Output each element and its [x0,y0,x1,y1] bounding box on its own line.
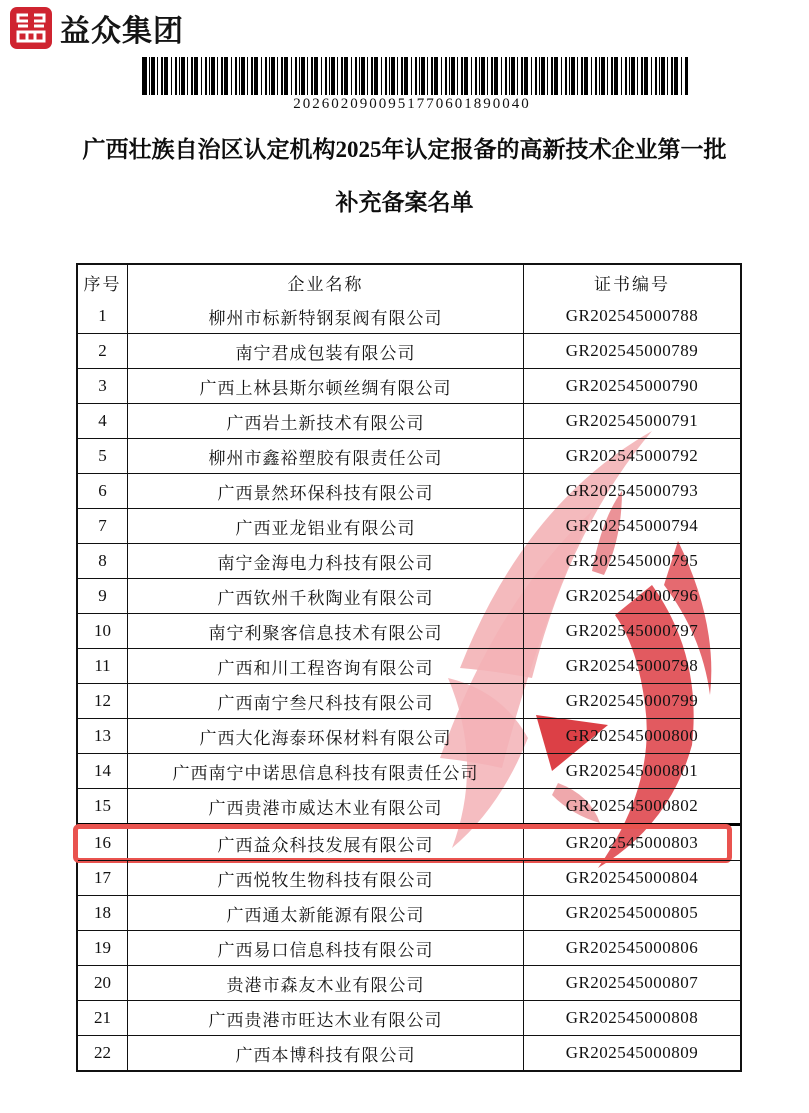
table-row [78,299,740,333]
table-body [78,299,740,1070]
table-header-row [78,265,740,299]
company-name: 广西贵港市威达木业有限公司 [128,789,524,823]
row-number: 4 [78,404,128,438]
company-name: 南宁利聚客信息技术有限公司 [128,614,524,648]
row-number: 8 [78,544,128,578]
table-row [78,648,740,683]
company-name: 广西亚龙铝业有限公司 [128,509,524,543]
company-name: 广西益众科技发展有限公司 [128,826,524,860]
column-header-name: 企业名称 [128,265,524,299]
certificate-number: GR202545000804 [565,868,699,887]
certificate-number: GR202545000809 [565,1043,699,1062]
table-row [78,473,740,508]
table-row [78,403,740,438]
row-number: 18 [78,896,128,930]
certificate-number: GR202545000800 [565,726,699,745]
table-row [78,683,740,718]
certificate-number: GR202545000797 [565,621,699,640]
company-name: 广西南宁叁尺科技有限公司 [128,684,524,718]
certificate-number: GR202545000789 [565,341,699,360]
certificate-number: GR202545000795 [565,551,699,570]
row-number: 1 [78,299,128,333]
table-row [78,1000,740,1035]
company-name: 广西南宁中诺思信息科技有限责任公司 [128,754,524,788]
company-name: 广西通太新能源有限公司 [128,896,524,930]
row-number: 17 [78,861,128,895]
table-row [78,718,740,753]
row-number: 10 [78,614,128,648]
table-row [78,613,740,648]
table-row [78,368,740,403]
enterprise-table [76,263,742,1072]
row-number: 22 [78,1036,128,1070]
certificate-number: GR202545000806 [565,938,699,957]
table-row [78,1035,740,1070]
company-seal-icon [10,7,52,49]
certificate-number: GR202545000792 [565,446,699,465]
company-name: 广西岩土新技术有限公司 [128,404,524,438]
certificate-number: GR202545000793 [565,481,699,500]
table-row [78,930,740,965]
row-number: 12 [78,684,128,718]
company-name: 广西大化海泰环保材料有限公司 [128,719,524,753]
company-name: 广西易口信息科技有限公司 [128,931,524,965]
certificate-number: GR202545000802 [565,796,699,815]
certificate-number: GR202545000794 [565,516,699,535]
barcode-number: 2026020900951770601890040 [293,96,531,112]
row-number: 11 [78,649,128,683]
row-number: 2 [78,334,128,368]
document-title-line1: 广西壮族自治区认定机构2025年认定报备的高新技术企业第一批 [82,137,727,162]
barcode [142,57,688,95]
row-number: 13 [78,719,128,753]
certificate-number: GR202545000790 [565,376,699,395]
document-title-line2: 补充备案名单 [335,190,474,215]
table-row [78,578,740,613]
column-header-cert: 证书编号 [594,274,670,294]
row-number: 14 [78,754,128,788]
certificate-number: GR202545000788 [565,306,699,325]
row-number: 7 [78,509,128,543]
certificate-number: GR202545000796 [565,586,699,605]
company-logo [10,6,184,50]
table-row [78,753,740,788]
table-row [78,823,740,860]
company-name: 广西贵港市旺达木业有限公司 [128,1001,524,1035]
certificate-number: GR202545000791 [565,411,699,430]
company-name: 柳州市鑫裕塑胶有限责任公司 [128,439,524,473]
company-name: 广西悦牧生物科技有限公司 [128,861,524,895]
company-logo-text: 益众集团 [60,15,184,48]
certificate-number: GR202545000808 [565,1008,699,1027]
certificate-number: GR202545000803 [565,833,699,852]
row-number: 19 [78,931,128,965]
column-header-no: 序号 [78,265,128,299]
table-row [78,895,740,930]
company-name: 广西本博科技有限公司 [128,1036,524,1070]
table-row [78,860,740,895]
company-name: 广西上林县斯尔顿丝绸有限公司 [128,369,524,403]
table-row [78,788,740,823]
table-row [78,543,740,578]
row-number: 16 [78,826,128,860]
row-number: 6 [78,474,128,508]
company-name: 贵港市森友木业有限公司 [128,966,524,1000]
table-row [78,333,740,368]
certificate-number: GR202545000805 [565,903,699,922]
table-row [78,965,740,1000]
row-number: 5 [78,439,128,473]
table-row [78,438,740,473]
company-name: 南宁金海电力科技有限公司 [128,544,524,578]
row-number: 21 [78,1001,128,1035]
company-name: 南宁君成包装有限公司 [128,334,524,368]
company-name: 柳州市标新特钢泵阀有限公司 [128,299,524,333]
certificate-number: GR202545000801 [565,761,699,780]
certificate-number: GR202545000807 [565,973,699,992]
certificate-number: GR202545000799 [565,691,699,710]
company-name: 广西景然环保科技有限公司 [128,474,524,508]
barcode-block [142,57,682,113]
certificate-number: GR202545000798 [565,656,699,675]
table-row [78,508,740,543]
row-number: 3 [78,369,128,403]
row-number: 15 [78,789,128,823]
company-name: 广西钦州千秋陶业有限公司 [128,579,524,613]
company-name: 广西和川工程咨询有限公司 [128,649,524,683]
row-number: 20 [78,966,128,1000]
row-number: 9 [78,579,128,613]
